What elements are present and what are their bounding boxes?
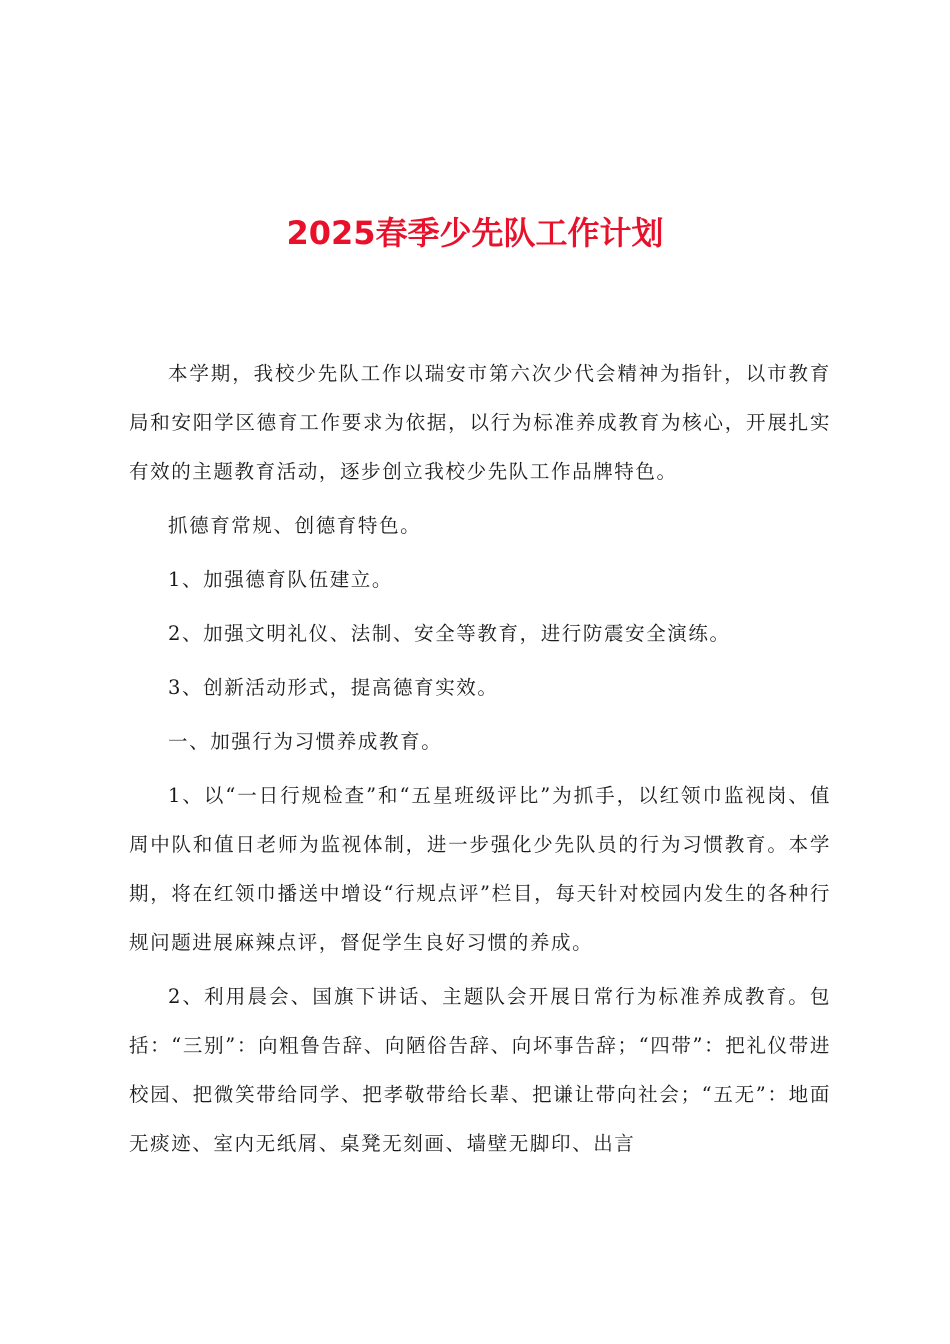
paragraph-item-3: 3、创新活动形式，提高德育实效。	[168, 676, 499, 699]
paragraph-section-1: 一、加强行为习惯养成教育。	[168, 730, 443, 753]
paragraph-intro: 本学期，我校少先队工作以瑞安市第六次少代会精神为指针，以市教育局和安阳学区德育工作要求为依据，以行为标准养成教育为核心，开展扎实有效的主题教育活动，逐步创立我校少先队工作品牌特色。	[129, 362, 831, 483]
document-body	[129, 349, 831, 1173]
paragraph-heading-moral: 抓德育常规、创德育特色。	[168, 514, 422, 537]
paragraph-section-1-item-1: 1、以“一日行规检查”和“五星班级评比”为抓手，以红领巾监视岗、值周中队和值日老师为监视体制，进一步强化少先队员的行为习惯教育。本学期，将在红领巾播送中增设“行规点评”栏目，每天针对校园内发生的各种行规问题进展麻辣点评，督促学生良好习惯的养成。	[129, 784, 831, 954]
document-title: 2025春季少先队工作计划	[286, 214, 664, 252]
paragraph-section-1-item-2: 2、利用晨会、国旗下讲话、主题队会开展日常行为标准养成教育。包括：“三别”：向粗鲁告辞、向陋俗告辞、向坏事告辞；“四带”：把礼仪带进校园、把微笑带给同学、把孝敬带给长辈、把谦让带向社会；“五无”：地面无痰迹、室内无纸屑、桌凳无刻画、墙壁无脚印、出言	[129, 985, 831, 1155]
paragraph-item-1: 1、加强德育队伍建立。	[168, 568, 394, 591]
paragraph-item-2: 2、加强文明礼仪、法制、安全等教育，进行防震安全演练。	[168, 622, 731, 645]
